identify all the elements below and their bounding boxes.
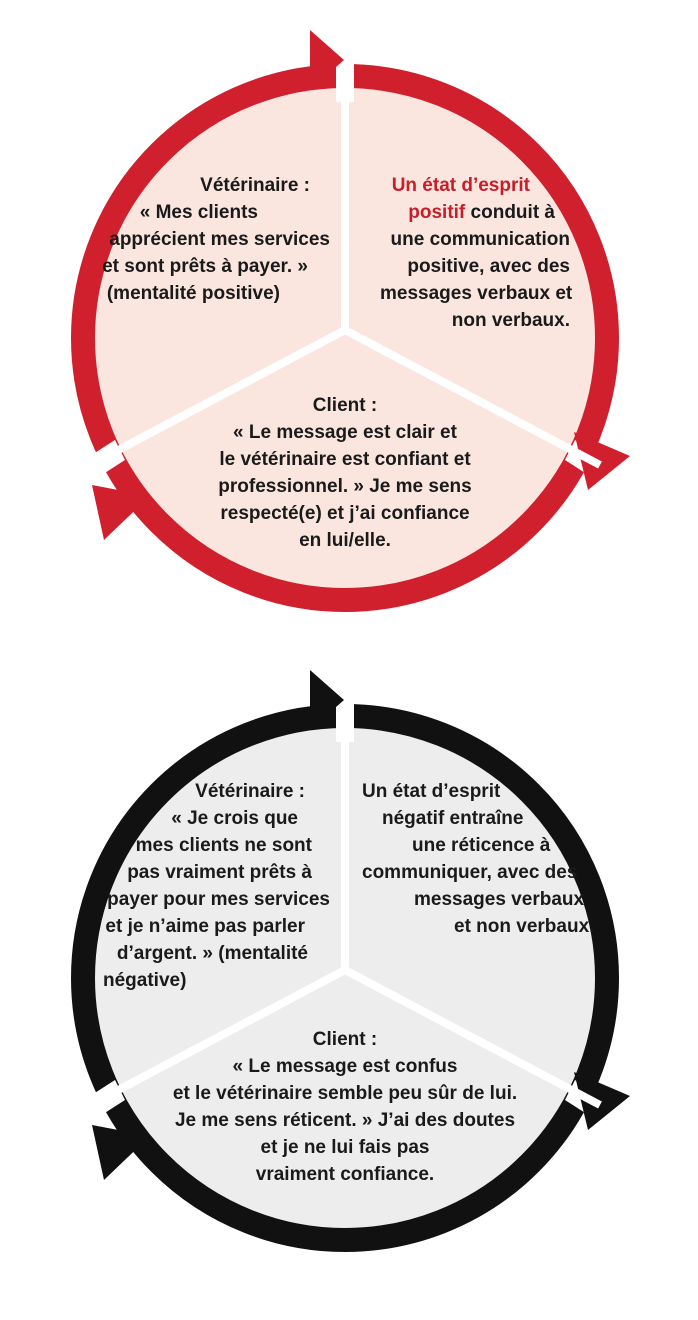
text-line: mes clients ne sont [135, 835, 312, 856]
text-line: payer pour mes services [107, 889, 330, 910]
text-line: communiquer, avec des [362, 862, 578, 883]
text-line: une communication [390, 229, 570, 250]
text-line: respecté(e) et j’ai confiance [220, 503, 470, 524]
negative-veterinarian-text [75, 778, 330, 994]
text-line: messages verbaux [414, 889, 585, 910]
text-line: une réticence à [412, 835, 551, 856]
text-line: messages verbaux et [380, 283, 573, 304]
negative-client-text [165, 1026, 525, 1188]
text-line: et sont prêts à payer. » [102, 256, 308, 277]
text-line: Client : [312, 1029, 378, 1050]
text-line [380, 172, 570, 199]
text-line: et je n’aime pas parler [105, 916, 305, 937]
text-line: « Le message est confus [232, 1056, 458, 1077]
text-fragment: négative) [103, 970, 187, 991]
text-line: Vétérinaire : [200, 175, 310, 196]
positive-word: positif [408, 202, 466, 223]
text-line: non verbaux. [451, 310, 570, 331]
text-line: (mentalité positive) [106, 283, 280, 304]
text-line [75, 967, 330, 994]
negative-cycle-diagram [0, 668, 698, 1288]
text-line: pas vraiment prêts à [127, 862, 312, 883]
text-line: apprécient mes services [109, 229, 330, 250]
text-line: Vétérinaire : [195, 781, 305, 802]
text-line: « Mes clients [139, 202, 258, 223]
negative-state-of-mind-text [362, 778, 595, 940]
positive-state-of-mind-text [380, 172, 573, 334]
text-line: « Je crois que [171, 808, 298, 829]
text-line: Client : [312, 395, 378, 416]
text-line: Un état d’esprit [362, 781, 501, 802]
text-line: négatif entraîne [382, 808, 524, 829]
text-line: positive, avec des [407, 256, 570, 277]
text-line: vraiment confiance. [255, 1164, 435, 1185]
text-line: d’argent. » (mentalité [116, 943, 308, 964]
text-line: professionnel. » Je me sens [218, 476, 472, 497]
text-line: en lui/elle. [299, 530, 391, 551]
text-line: le vétérinaire est confiant et [219, 449, 471, 470]
positive-veterinarian-text [100, 172, 330, 307]
text-line: et le vétérinaire semble peu sûr de lui. [172, 1083, 518, 1104]
text-line: Je me sens réticent. » J’ai des doutes [174, 1110, 516, 1131]
positive-highlight: Un état d’esprit [391, 175, 530, 196]
text-line: « Le message est clair et [233, 422, 457, 443]
positive-cycle-diagram [0, 20, 698, 640]
text-line: et non verbaux. [454, 916, 595, 937]
text-fragment: conduit à [465, 202, 555, 223]
text-line: et je ne lui fais pas [260, 1137, 430, 1158]
text-line [380, 199, 570, 226]
positive-client-text [195, 392, 495, 554]
